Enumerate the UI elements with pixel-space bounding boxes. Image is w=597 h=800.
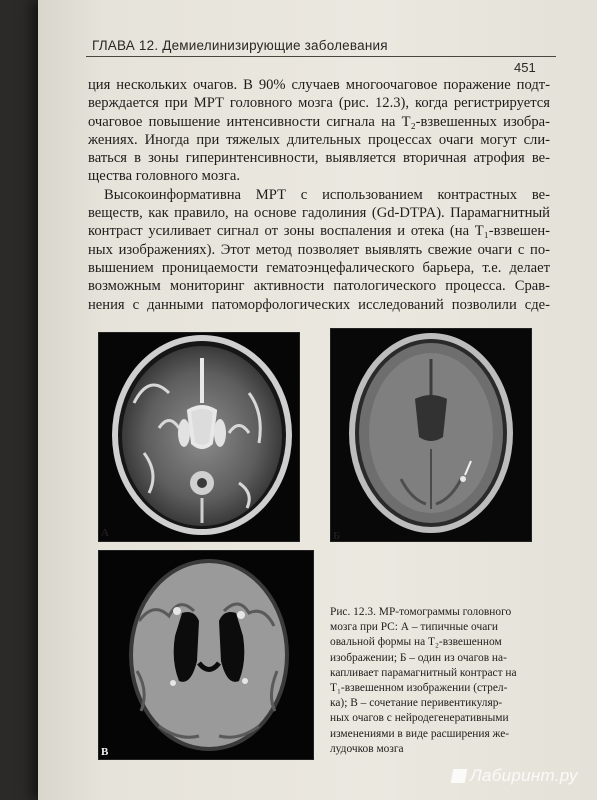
body-line: ных изображениях). Этот метод позволяет выявлять свежие очаги с по-	[88, 241, 550, 258]
body-line: ваться в зоны гиперинтенсивности, выявляется вторичная атрофия ве-	[88, 150, 550, 167]
body-line: контраст усиливает сигнал от зоны воспаления и отека (на T₁-взвешен-	[88, 223, 550, 240]
body-line: жениях. Иногда при тяжелых длительных процессах очаги могут сли-	[88, 131, 550, 148]
body-line: ция нескольких очагов. В 90% случаев многоочаговое поражение подт-	[88, 77, 550, 93]
watermark	[452, 766, 578, 786]
body-line: щества головного мозга.	[88, 168, 241, 185]
caption-line: лудочков мозга	[330, 742, 404, 755]
body-line: Высокоинформативна МРТ с использованием контрастных ве-	[104, 186, 550, 203]
watermark-logo-icon	[451, 769, 467, 783]
caption-line: изменениями в виде расширения же-	[330, 727, 510, 740]
caption-line: мозга при РС: А – типичные очаги	[330, 621, 499, 634]
body-line: веществ, как правило, на основе гадолиния (Gd-DTPA). Парамагнитный	[88, 205, 550, 222]
body-line: верждается при МРТ головного мозга (рис. 12.3), когда регистрируется	[88, 95, 550, 112]
panel-label-a: А	[101, 527, 109, 539]
mri-image-a	[98, 332, 300, 542]
caption-line: ных очагов с нейродегенеративными	[330, 712, 509, 725]
mri-image-b	[330, 328, 532, 542]
body-paragraphs	[88, 76, 550, 314]
caption-line: изображении; Б – один из очагов на-	[330, 651, 507, 664]
body-line: очаговое повышение интенсивности сигнала на T₂-взвешенных изобра-	[88, 113, 550, 130]
figure-caption	[330, 605, 554, 757]
caption-line: ка); В – сочетание перивентикуляр-	[330, 697, 503, 710]
header-rule	[86, 56, 556, 57]
body-line: возможным мониторинг активности патологического процесса. Срав-	[88, 278, 550, 295]
caption-line: капливает парамагнитный контраст на	[330, 666, 517, 679]
watermark-text: Лабиринт.ру	[470, 766, 578, 785]
page-number: 451	[514, 60, 536, 75]
caption-line: T₁-взвешенном изображении (стрел-	[330, 682, 508, 695]
panel-label-b: Б	[333, 530, 341, 542]
panel-label-v: В	[101, 746, 109, 758]
mri-image-v	[98, 550, 314, 760]
running-header: ГЛАВА 12. Демиелинизирующие заболевания	[92, 38, 388, 53]
caption-line: Рис. 12.3. МР-томограммы головного	[330, 606, 512, 618]
caption-line: овальной формы на T₂-взвешенном	[330, 636, 502, 649]
body-line: вышением проницаемости гематоэнцефалического барьера, т.е. делает	[88, 259, 550, 276]
body-line: нения с данными патоморфологических исследований позволили сде-	[88, 296, 550, 313]
